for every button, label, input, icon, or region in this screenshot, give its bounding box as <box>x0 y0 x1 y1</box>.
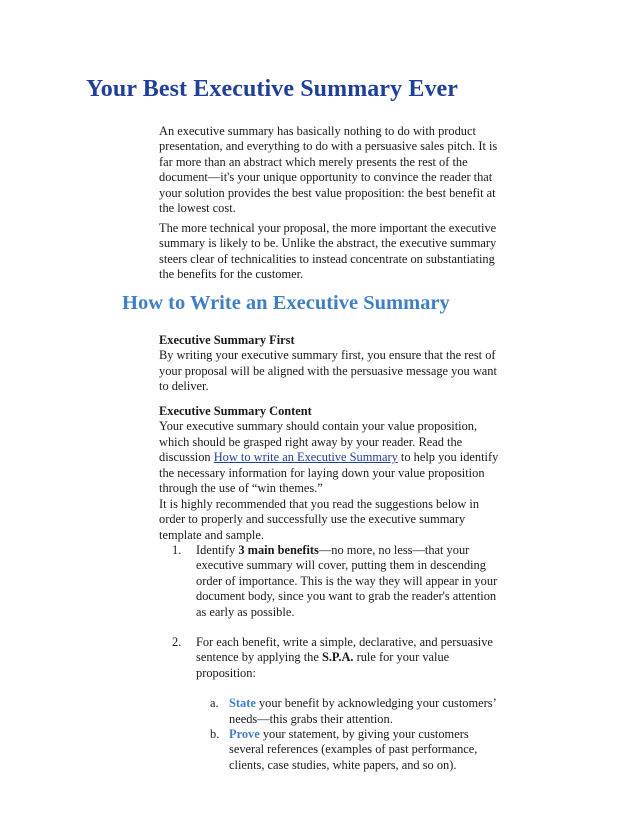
substep-letter: a. <box>210 696 219 711</box>
list-item <box>159 635 504 773</box>
recommendation-text: It is highly recommended that you read the suggestions below in order to properly and successfully use the executive summary template and sample. <box>159 497 480 542</box>
substep-text: your benefit by acknowledging your customers’ needs—this grabs their attention. <box>229 696 496 726</box>
recommendation-paragraph <box>159 497 499 543</box>
substep-keyword: State <box>229 696 256 711</box>
subsection-2-body-end: to help you identify the necessary information for laying down your value proposition through the use of “win themes.” <box>159 450 499 496</box>
step-text-start: Identify <box>196 543 239 557</box>
subsection-executive-summary-content <box>159 404 499 496</box>
executive-summary-link[interactable]: How to write an Executive Summary <box>213 450 398 465</box>
document-title: Your Best Executive Summary Ever <box>86 76 459 102</box>
section-heading: How to Write an Executive Summary <box>122 292 450 314</box>
step-number: 1. <box>172 543 182 557</box>
intro-paragraph-1-text: An executive summary has basically nothing to do with product presentation, and everything to do with a persuasive sales pitch. It is far more than an abstract which merely presents the rest of the document—it's your unique opportunity to convince the reader that your solution provides the best value proposition: the best benefit at the lowest cost. <box>159 124 498 216</box>
step-text-end: —no more, no less—that your executive summary will cover, putting them in descending order of importance. This is the way they will appear in your document body, since you want to grab the reader's attention as early as possible. <box>196 543 498 619</box>
list-item <box>196 696 504 727</box>
subsection-executive-summary-first <box>159 333 499 395</box>
subsection-2-heading: Executive Summary Content <box>159 404 312 418</box>
subsection-2-body-start: Your executive summary should contain your value proposition, which should be grasped right away by your reader. Read the discussion <box>159 419 478 465</box>
substep-text: your statement, by giving your customers several references (examples of past performance, clients, case studies, white papers, and so on). <box>229 727 478 772</box>
substep-letter: b. <box>210 727 220 742</box>
step-bold-text: S.P.A. <box>321 650 354 665</box>
step-text-start: For each benefit, write a simple, declarative, and persuasive sentence by applying the <box>196 635 493 665</box>
step-text-end: rule for your value proposition: <box>196 650 450 680</box>
substeps-list <box>196 696 504 773</box>
subsection-1-body: By writing your executive summary first, you ensure that the rest of your proposal will be aligned with the persuasive message you want to deliver. <box>159 348 497 394</box>
list-item <box>196 727 504 773</box>
step-bold-text: 3 main benefits <box>238 543 319 557</box>
substep-keyword: Prove <box>229 727 260 742</box>
step-number: 2. <box>172 635 182 650</box>
intro-paragraph-2 <box>159 221 499 283</box>
subsection-1-heading: Executive Summary First <box>159 333 295 347</box>
subsection-2-body <box>159 419 499 496</box>
steps-list <box>159 543 504 773</box>
intro-paragraph-2-text: The more technical your proposal, the more important the executive summary is likely to be. Unlike the abstract, the executive summary steers clear of technicalities to instead concentrate on substantiating the benefits for the customer. <box>159 221 497 282</box>
intro-paragraph-1 <box>159 124 499 216</box>
list-item <box>159 543 504 620</box>
